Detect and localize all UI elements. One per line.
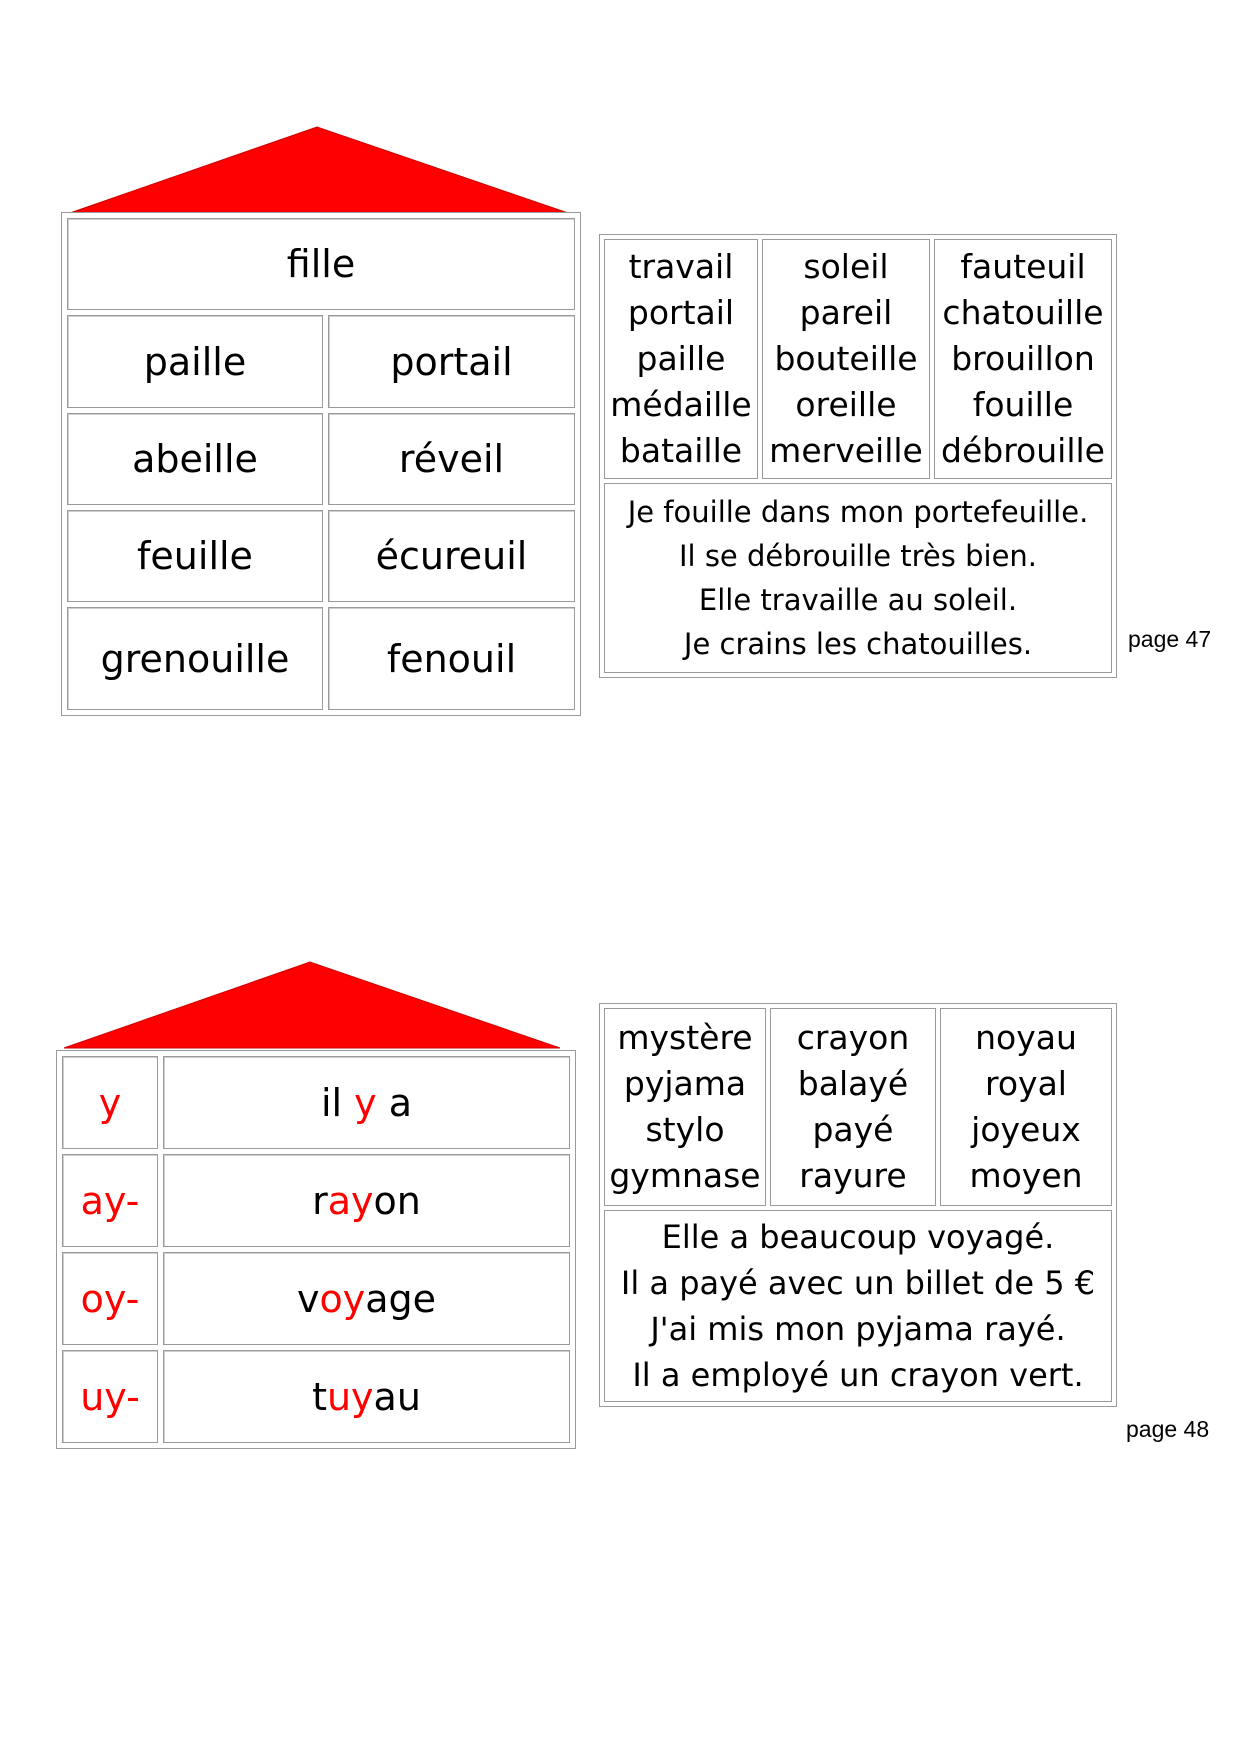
word: mystère — [617, 1018, 753, 1057]
sentence: Elle a beaucoup voyagé. — [661, 1218, 1055, 1256]
word-column — [604, 1008, 766, 1206]
spelling-cell: y — [62, 1056, 158, 1149]
word: bataille — [619, 431, 743, 470]
sentence: Il se débrouille très bien. — [678, 539, 1038, 573]
house-word: grenouille — [67, 607, 323, 710]
word: royal — [985, 1064, 1067, 1103]
example-highlight: uy — [326, 1374, 374, 1419]
word-column — [940, 1008, 1112, 1206]
sentence: J'ai mis mon pyjama rayé. — [650, 1310, 1066, 1348]
word: noyau — [975, 1018, 1077, 1057]
example-highlight: oy — [319, 1276, 366, 1321]
example-text: a — [376, 1080, 413, 1125]
word: crayon — [796, 1018, 910, 1057]
house-table-2 — [56, 1050, 576, 1449]
house-title: fille — [67, 218, 575, 310]
sentence: Elle travaille au soleil. — [698, 583, 1018, 617]
page-label: page 48 — [1126, 1416, 1210, 1442]
word: chatouille — [942, 293, 1104, 332]
word: soleil — [803, 247, 889, 286]
sentence-box — [604, 1210, 1112, 1402]
example-text: v — [296, 1276, 320, 1321]
sentence: Il a employé un crayon vert. — [632, 1356, 1084, 1394]
house-word: feuille — [67, 510, 323, 602]
sentence: Il a payé avec un billet de 5 € — [620, 1264, 1096, 1302]
example-highlight: y — [354, 1080, 377, 1125]
example-text: r — [312, 1178, 328, 1223]
word-card-1 — [599, 234, 1117, 678]
house-word: écureuil — [328, 510, 575, 602]
example-cell — [163, 1350, 570, 1443]
house-word: paille — [67, 315, 323, 407]
word: bouteille — [774, 339, 918, 378]
word: merveille — [769, 431, 923, 470]
word: payé — [812, 1110, 894, 1149]
word: brouillon — [951, 339, 1095, 378]
sentence: Je crains les chatouilles. — [683, 627, 1033, 661]
word: fauteuil — [960, 247, 1086, 286]
word: débrouille — [941, 431, 1105, 470]
house-word: abeille — [67, 413, 323, 505]
roof-1 — [60, 125, 580, 215]
example-text: age — [365, 1276, 437, 1321]
word: gymnase — [609, 1156, 761, 1195]
word: pareil — [799, 293, 893, 332]
example-highlight: ay — [327, 1178, 374, 1223]
house-word: réveil — [328, 413, 575, 505]
example-cell — [163, 1252, 570, 1345]
word-card-2 — [599, 1003, 1117, 1407]
roof-2 — [56, 960, 576, 1050]
word: balayé — [797, 1064, 909, 1103]
example-text: il — [320, 1080, 355, 1125]
word: fouille — [972, 385, 1074, 424]
page-label: page 47 — [1128, 626, 1212, 652]
word: médaille — [610, 385, 752, 424]
word: pyjama — [623, 1064, 747, 1103]
house-table-1 — [61, 212, 581, 716]
word: joyeux — [971, 1110, 1081, 1149]
sentence-box — [604, 483, 1112, 673]
spelling-cell: ay- — [62, 1154, 158, 1247]
word-column — [762, 239, 930, 479]
word: stylo — [645, 1110, 725, 1149]
sentence: Je fouille dans mon portefeuille. — [627, 495, 1089, 529]
spelling-cell: oy- — [62, 1252, 158, 1345]
word: rayure — [799, 1156, 907, 1195]
word-column — [770, 1008, 936, 1206]
example-text: on — [373, 1178, 421, 1223]
spelling-cell: uy- — [62, 1350, 158, 1443]
word-column — [934, 239, 1112, 479]
word: paille — [636, 339, 726, 378]
house-word: fenouil — [328, 607, 575, 710]
example-text: au — [373, 1374, 421, 1419]
example-cell — [163, 1154, 570, 1247]
word: portail — [627, 293, 735, 332]
word: moyen — [969, 1156, 1083, 1195]
example-cell — [163, 1056, 570, 1149]
word-column — [604, 239, 758, 479]
word: oreille — [795, 385, 897, 424]
word: travail — [628, 247, 734, 286]
house-word: portail — [328, 315, 575, 407]
example-text: t — [312, 1374, 327, 1419]
